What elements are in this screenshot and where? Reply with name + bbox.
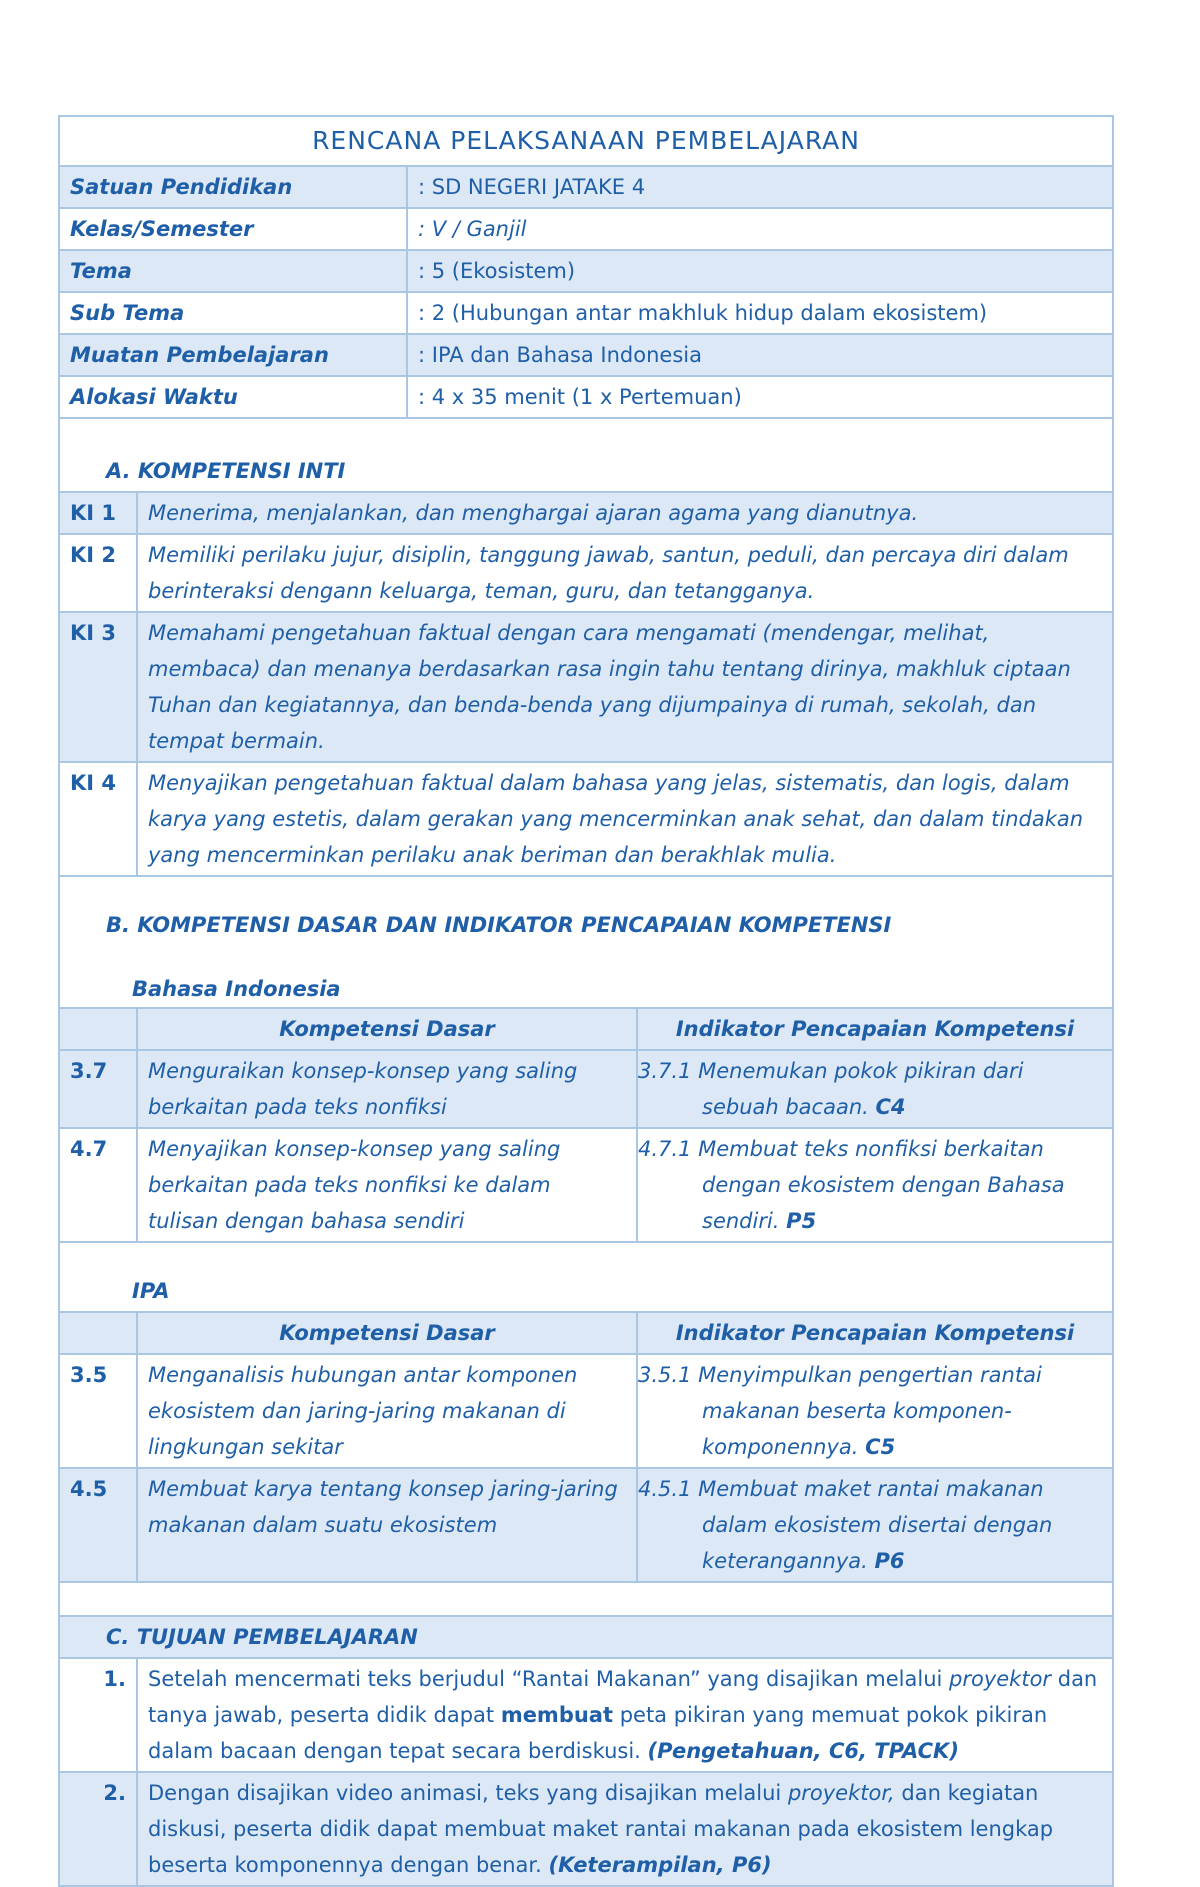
- ipk-column-header: Indikator Pencapaian Kompetensi: [637, 1008, 1113, 1050]
- kd-code: 4.5: [59, 1468, 137, 1582]
- ipk-cell: [637, 1354, 1113, 1468]
- identity-label: Sub Tema: [59, 292, 407, 334]
- objective-text: Dengan disajikan video animasi, teks yang disajikan melalui proyektor, dan kegiatan diskusi, peserta didik dapat membuat maket rantai makanan pada ekosistem lengkap beserta komponennya dengan benar. (Keterampilan, P6): [137, 1772, 1113, 1886]
- kd-text: Menyajikan konsep-konsep yang saling berkaitan pada teks nonfiksi ke dalam tulisan dengan bahasa sendiri: [137, 1128, 637, 1242]
- identity-value: : SD NEGERI JATAKE 4: [407, 166, 1113, 208]
- identity-label: Kelas/Semester: [59, 208, 407, 250]
- section-b-heading: [59, 876, 1113, 1008]
- objective-row: [59, 1658, 1113, 1772]
- section-b-title: B. KOMPETENSI DASAR DAN INDIKATOR PENCAPAIAN KOMPETENSI: [106, 913, 892, 937]
- kd-text: Menguraikan konsep-konsep yang saling berkaitan pada teks nonfiksi: [137, 1050, 637, 1128]
- kd-row: [59, 1050, 1113, 1128]
- identity-value: : IPA dan Bahasa Indonesia: [407, 334, 1113, 376]
- ipk-cell: [637, 1128, 1113, 1242]
- identity-row: [59, 166, 1113, 208]
- ipk-level: P6: [874, 1549, 905, 1573]
- identity-row: [59, 250, 1113, 292]
- ki-code: KI 3: [59, 612, 137, 762]
- document-title: RENCANA PELAKSANAAN PEMBELAJARAN: [59, 116, 1113, 166]
- ki-text: Memiliki perilaku jujur, disiplin, tanggung jawab, santun, peduli, dan percaya diri dalam berinteraksi dengann keluarga, teman, guru, dan tetangganya.: [137, 534, 1113, 612]
- kd-row: [59, 1354, 1113, 1468]
- ki-text: Menyajikan pengetahuan faktual dalam bahasa yang jelas, sistematis, dan logis, dalam karya yang estetis, dalam gerakan yang mencerminkan anak sehat, dan dalam tindakan yang mencerminkan perilaku anak beriman dan berakhlak mulia.: [137, 762, 1113, 876]
- lesson-plan-table: [58, 115, 1114, 1887]
- ki-row: [59, 534, 1113, 612]
- ipk-level: C5: [865, 1435, 896, 1459]
- kd-row: [59, 1468, 1113, 1582]
- ki-row: [59, 612, 1113, 762]
- identity-label: Satuan Pendidikan: [59, 166, 407, 208]
- objective-tag: (Keterampilan, P6): [548, 1853, 772, 1877]
- kd-header-row: [59, 1312, 1113, 1354]
- section-c-heading: C. TUJUAN PEMBELAJARAN: [59, 1616, 1113, 1658]
- identity-label: Alokasi Waktu: [59, 376, 407, 418]
- ipk-text: Membuat teks nonfiksi berkaitan dengan ekosistem dengan Bahasa sendiri.: [698, 1137, 1065, 1233]
- ipk-text: Menemukan pokok pikiran dari sebuah bacaan.: [698, 1059, 1024, 1119]
- ki-code: KI 1: [59, 492, 137, 534]
- ipk-text: Menyimpulkan pengertian rantai makanan beserta komponen-komponennya.: [698, 1363, 1042, 1459]
- ki-code: KI 2: [59, 534, 137, 612]
- objective-number: 1.: [59, 1658, 137, 1772]
- identity-row: [59, 208, 1113, 250]
- identity-row: [59, 292, 1113, 334]
- identity-label: Muatan Pembelajaran: [59, 334, 407, 376]
- kd-header-row: [59, 1008, 1113, 1050]
- identity-row: [59, 376, 1113, 418]
- kd-row: [59, 1128, 1113, 1242]
- ipk-text: Membuat maket rantai makanan dalam ekosistem disertai dengan keterangannya.: [698, 1477, 1053, 1573]
- kd-column-header: Kompetensi Dasar: [137, 1312, 637, 1354]
- subject-ipa: IPA: [59, 1242, 1113, 1312]
- ipk-level: C4: [875, 1095, 906, 1119]
- identity-value: : 5 (Ekosistem): [407, 250, 1113, 292]
- kd-text: Menganalisis hubungan antar komponen ekosistem dan jaring-jaring makanan di lingkungan sekitar: [137, 1354, 637, 1468]
- identity-row: [59, 334, 1113, 376]
- ipk-cell: [637, 1468, 1113, 1582]
- ipk-level: P5: [786, 1209, 817, 1233]
- section-a-heading: A. KOMPETENSI INTI: [59, 418, 1113, 492]
- ipk-number: 3.7.1: [638, 1059, 692, 1083]
- ipk-number: 4.5.1: [638, 1477, 692, 1501]
- objective-number: 2.: [59, 1772, 137, 1886]
- subject-bahasa: Bahasa Indonesia: [132, 977, 341, 1001]
- identity-value: : V / Ganjil: [407, 208, 1113, 250]
- objective-tag: (Pengetahuan, C6, TPACK): [647, 1739, 959, 1763]
- ki-row: [59, 492, 1113, 534]
- ipk-number: 4.7.1: [638, 1137, 692, 1161]
- ipk-cell: [637, 1050, 1113, 1128]
- identity-value: : 4 x 35 menit (1 x Pertemuan): [407, 376, 1113, 418]
- kd-code: 4.7: [59, 1128, 137, 1242]
- kd-code: 3.7: [59, 1050, 137, 1128]
- ipk-column-header: Indikator Pencapaian Kompetensi: [637, 1312, 1113, 1354]
- ipk-number: 3.5.1: [638, 1363, 692, 1387]
- ki-row: [59, 762, 1113, 876]
- identity-label: Tema: [59, 250, 407, 292]
- ki-code: KI 4: [59, 762, 137, 876]
- identity-value: : 2 (Hubungan antar makhluk hidup dalam ekosistem): [407, 292, 1113, 334]
- kd-code: 3.5: [59, 1354, 137, 1468]
- objective-row: [59, 1772, 1113, 1886]
- kd-text: Membuat karya tentang konsep jaring-jaring makanan dalam suatu ekosistem: [137, 1468, 637, 1582]
- kd-column-header: Kompetensi Dasar: [137, 1008, 637, 1050]
- ki-text: Menerima, menjalankan, dan menghargai ajaran agama yang dianutnya.: [137, 492, 1113, 534]
- ki-text: Memahami pengetahuan faktual dengan cara mengamati (mendengar, melihat, membaca) dan menanya berdasarkan rasa ingin tahu tentang dirinya, makhluk ciptaan Tuhan dan kegiatannya, dan benda-benda yang dijumpainya di rumah, sekolah, dan tempat bermain.: [137, 612, 1113, 762]
- objective-text: Setelah mencermati teks berjudul “Rantai Makanan” yang disajikan melalui proyektor dan tanya jawab, peserta didik dapat membuat peta pikiran yang memuat pokok pikiran dalam bacaan dengan tepat secara berdiskusi. (Pengetahuan, C6, TPACK): [137, 1658, 1113, 1772]
